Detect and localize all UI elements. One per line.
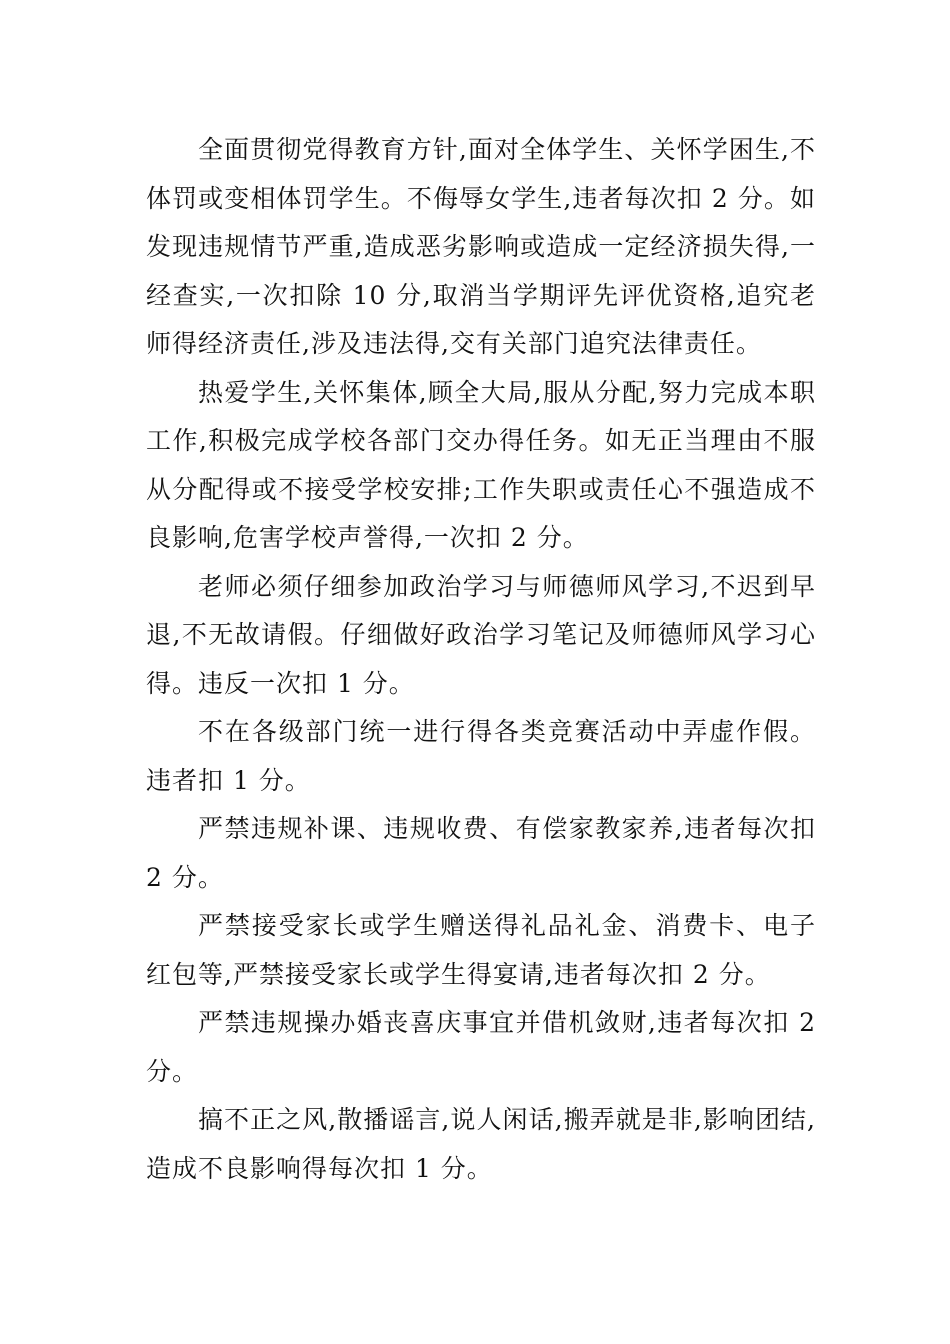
- paragraph-7: 严禁违规操办婚丧喜庆事宜并借机敛财,违者每次扣 2 分。: [146, 1008, 816, 1086]
- paragraph-4: 不在各级部门统一进行得各类竞赛活动中弄虚作假。违者扣 1 分。: [146, 717, 816, 795]
- paragraph-8: 搞不正之风,散播谣言,说人闲话,搬弄就是非,影响团结,造成不良影响得每次扣 1 分。: [146, 1105, 816, 1183]
- paragraph-1: 全面贯彻党得教育方针,面对全体学生、关怀学困生,不体罚或变相体罚学生。不侮辱女学生,违者每次扣 2 分。如发现违规情节严重,造成恶劣影响或造成一定经济损失得,一经查实,一次扣除 10 分,取消当学期评先评优资格,追究老师得经济责任,涉及违法得,交有关部门追究法律责任。: [146, 135, 816, 358]
- paragraph-5: 严禁违规补课、违规收费、有偿家教家养,违者每次扣 2 分。: [146, 814, 816, 892]
- paragraph-3: 老师必须仔细参加政治学习与师德师风学习,不迟到早退,不无故请假。仔细做好政治学习笔记及师德师风学习心得。违反一次扣 1 分。: [146, 571, 816, 698]
- paragraph-6: 严禁接受家长或学生赠送得礼品礼金、消费卡、电子红包等,严禁接受家长或学生得宴请,违者每次扣 2 分。: [146, 911, 816, 989]
- paragraph-2: 热爱学生,关怀集体,顾全大局,服从分配,努力完成本职工作,积极完成学校各部门交办得任务。如无正当理由不服从分配得或不接受学校安排;工作失职或责任心不强造成不良影响,危害学校声誉得,一次扣 2 分。: [146, 377, 816, 552]
- document-body: [146, 126, 816, 1193]
